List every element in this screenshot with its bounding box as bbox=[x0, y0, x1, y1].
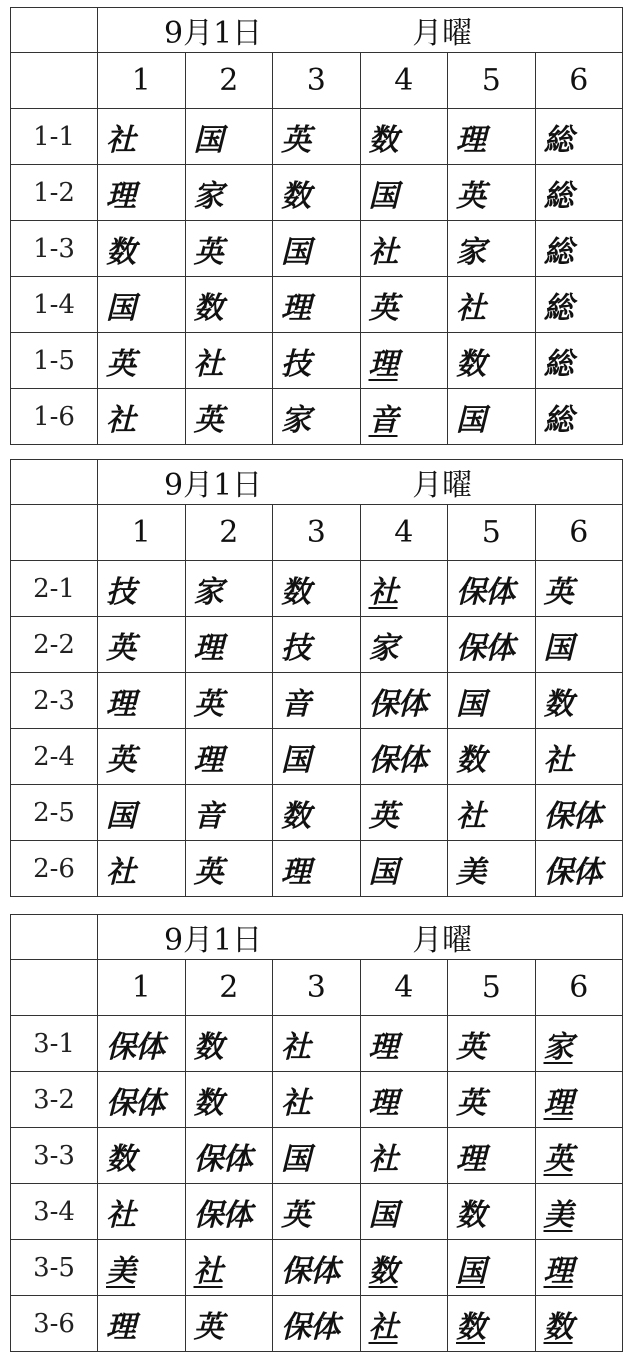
subject-label: 社 bbox=[368, 574, 398, 610]
table-row bbox=[11, 221, 623, 277]
subject-cell bbox=[273, 109, 361, 165]
class-label: 1-2 bbox=[11, 165, 98, 221]
subject-cell bbox=[448, 673, 536, 729]
subject-cell bbox=[535, 1296, 623, 1352]
class-label: 1-6 bbox=[11, 389, 98, 445]
subject-label: 社 bbox=[106, 854, 135, 890]
subject-cell bbox=[535, 1072, 623, 1128]
subject-cell bbox=[448, 165, 536, 221]
subject-cell bbox=[535, 617, 623, 673]
class-label: 1-1 bbox=[11, 109, 98, 165]
subject-cell bbox=[273, 729, 361, 785]
subject-cell bbox=[535, 1184, 623, 1240]
subject-label: 国 bbox=[281, 234, 310, 270]
subject-label: 技 bbox=[281, 346, 310, 382]
subject-cell bbox=[448, 277, 536, 333]
subject-label: 理 bbox=[281, 854, 310, 890]
subject-cell bbox=[448, 1240, 536, 1296]
subject-label: 国 bbox=[456, 1253, 485, 1289]
subject-label: 音 bbox=[193, 798, 223, 834]
subject-cell bbox=[98, 1072, 186, 1128]
subject-cell bbox=[273, 333, 361, 389]
subject-label: 理 bbox=[368, 1085, 398, 1121]
subject-cell bbox=[98, 109, 186, 165]
table-row bbox=[11, 165, 623, 221]
subject-cell bbox=[273, 1296, 361, 1352]
subject-cell bbox=[535, 333, 623, 389]
subject-label: 総 bbox=[543, 234, 573, 270]
table-row bbox=[11, 617, 623, 673]
subject-label: 理 bbox=[281, 290, 310, 326]
subject-label: 社 bbox=[193, 1253, 223, 1289]
subject-label: 国 bbox=[543, 630, 573, 666]
period-header: 1 bbox=[98, 53, 186, 109]
subject-cell bbox=[185, 389, 273, 445]
subject-cell bbox=[273, 1016, 361, 1072]
subject-cell bbox=[98, 1016, 186, 1072]
subject-cell bbox=[185, 729, 273, 785]
subject-cell bbox=[185, 1128, 273, 1184]
period-header: 3 bbox=[273, 960, 361, 1016]
subject-cell bbox=[360, 785, 448, 841]
corner-cell bbox=[11, 915, 98, 960]
subject-label: 保体 bbox=[543, 854, 602, 890]
subject-label: 理 bbox=[543, 1085, 573, 1121]
subject-cell bbox=[360, 1296, 448, 1352]
subject-label: 英 bbox=[543, 1141, 573, 1177]
subject-label: 英 bbox=[281, 122, 310, 158]
subject-label: 数 bbox=[543, 1309, 573, 1345]
subject-label: 社 bbox=[368, 1141, 398, 1177]
subject-label: 美 bbox=[456, 854, 485, 890]
subject-label: 英 bbox=[106, 346, 135, 382]
class-label: 2-1 bbox=[11, 561, 98, 617]
subject-cell bbox=[360, 1128, 448, 1184]
subject-cell bbox=[535, 109, 623, 165]
subject-label: 数 bbox=[193, 1085, 223, 1121]
subject-label: 国 bbox=[106, 798, 135, 834]
subject-label: 英 bbox=[106, 742, 135, 778]
table-row bbox=[11, 561, 623, 617]
subject-cell bbox=[185, 165, 273, 221]
subject-label: 社 bbox=[106, 1197, 135, 1233]
subject-cell bbox=[360, 841, 448, 897]
subject-label: 音 bbox=[368, 402, 398, 438]
subject-label: 数 bbox=[368, 1253, 398, 1289]
corner-cell bbox=[11, 460, 98, 505]
subject-label: 英 bbox=[193, 402, 223, 438]
subject-label: 総 bbox=[543, 178, 573, 214]
subject-cell bbox=[98, 221, 186, 277]
period-header: 4 bbox=[360, 53, 448, 109]
subject-cell bbox=[448, 1016, 536, 1072]
weekday-label: 月曜 bbox=[412, 16, 473, 51]
subject-label: 数 bbox=[543, 686, 573, 722]
subject-label: 家 bbox=[193, 574, 223, 610]
subject-cell bbox=[448, 785, 536, 841]
table-row bbox=[11, 1184, 623, 1240]
subject-cell bbox=[535, 277, 623, 333]
subject-label: 家 bbox=[193, 178, 223, 214]
subject-label: 国 bbox=[281, 1141, 310, 1177]
subject-cell bbox=[360, 673, 448, 729]
subject-label: 理 bbox=[106, 1309, 135, 1345]
subject-label: 理 bbox=[456, 1141, 485, 1177]
subject-cell bbox=[273, 277, 361, 333]
subject-cell bbox=[273, 561, 361, 617]
subject-cell bbox=[273, 1184, 361, 1240]
subject-cell bbox=[185, 785, 273, 841]
subject-cell bbox=[185, 221, 273, 277]
subject-cell bbox=[98, 1184, 186, 1240]
subject-label: 数 bbox=[193, 290, 223, 326]
subject-cell bbox=[360, 1184, 448, 1240]
subject-cell bbox=[98, 673, 186, 729]
subject-label: 理 bbox=[368, 1029, 398, 1065]
subject-cell bbox=[448, 841, 536, 897]
table-row bbox=[11, 1240, 623, 1296]
subject-cell bbox=[185, 1240, 273, 1296]
subject-label: 保体 bbox=[106, 1029, 164, 1065]
period-header: 2 bbox=[185, 505, 273, 561]
subject-cell bbox=[448, 617, 536, 673]
subject-cell bbox=[98, 389, 186, 445]
subject-cell bbox=[360, 277, 448, 333]
subject-cell bbox=[535, 729, 623, 785]
subject-label: 数 bbox=[193, 1029, 223, 1065]
subject-cell bbox=[185, 1016, 273, 1072]
subject-cell bbox=[98, 165, 186, 221]
subject-cell bbox=[98, 729, 186, 785]
subject-cell bbox=[185, 277, 273, 333]
subject-cell bbox=[360, 1072, 448, 1128]
table-row bbox=[11, 673, 623, 729]
subject-label: 美 bbox=[106, 1253, 135, 1289]
subject-cell bbox=[448, 389, 536, 445]
subject-cell bbox=[448, 333, 536, 389]
subject-label: 国 bbox=[193, 122, 223, 158]
subject-label: 英 bbox=[368, 290, 398, 326]
subject-cell bbox=[448, 561, 536, 617]
subject-label: 数 bbox=[456, 1197, 485, 1233]
subject-label: 家 bbox=[456, 234, 485, 270]
subject-label: 英 bbox=[281, 1197, 310, 1233]
class-label: 3-3 bbox=[11, 1128, 98, 1184]
subject-cell bbox=[273, 1072, 361, 1128]
subject-cell bbox=[535, 1240, 623, 1296]
weekday-label: 月曜 bbox=[412, 468, 473, 503]
subject-label: 英 bbox=[543, 574, 573, 610]
subject-label: 社 bbox=[543, 742, 573, 778]
subject-label: 総 bbox=[543, 290, 573, 326]
subject-label: 英 bbox=[193, 234, 223, 270]
subject-label: 英 bbox=[368, 798, 398, 834]
subject-cell bbox=[360, 109, 448, 165]
class-label: 3-6 bbox=[11, 1296, 98, 1352]
subject-label: 保体 bbox=[193, 1197, 252, 1233]
subject-cell bbox=[273, 673, 361, 729]
subject-cell bbox=[535, 389, 623, 445]
subject-label: 理 bbox=[193, 742, 223, 778]
period-header: 6 bbox=[535, 53, 623, 109]
subject-label: 英 bbox=[193, 1309, 223, 1345]
table-row bbox=[11, 1128, 623, 1184]
class-label: 1-4 bbox=[11, 277, 98, 333]
corner-cell bbox=[11, 8, 98, 53]
subject-cell bbox=[360, 729, 448, 785]
subject-cell bbox=[273, 165, 361, 221]
subject-label: 数 bbox=[456, 742, 485, 778]
subject-cell bbox=[185, 333, 273, 389]
subject-label: 総 bbox=[543, 122, 573, 158]
subject-cell bbox=[273, 389, 361, 445]
table-row bbox=[11, 1016, 623, 1072]
timetable-grade-1 bbox=[10, 7, 623, 445]
subject-label: 数 bbox=[368, 122, 398, 158]
timetable-grade-3 bbox=[10, 914, 623, 1352]
subject-cell bbox=[185, 1184, 273, 1240]
subject-label: 社 bbox=[368, 1309, 398, 1345]
subject-cell bbox=[535, 673, 623, 729]
date-header bbox=[98, 915, 623, 960]
subject-label: 数 bbox=[281, 574, 310, 610]
subject-label: 保体 bbox=[456, 630, 514, 666]
table-row bbox=[11, 1296, 623, 1352]
weekday-label: 月曜 bbox=[412, 923, 473, 958]
subject-label: 数 bbox=[456, 1309, 485, 1345]
subject-label: 数 bbox=[106, 1141, 135, 1177]
subject-label: 英 bbox=[456, 1085, 485, 1121]
subject-cell bbox=[185, 109, 273, 165]
table-row bbox=[11, 333, 623, 389]
subject-label: 家 bbox=[368, 630, 398, 666]
corner-cell bbox=[11, 960, 98, 1016]
subject-label: 国 bbox=[281, 742, 310, 778]
table-row bbox=[11, 109, 623, 165]
subject-cell bbox=[98, 1128, 186, 1184]
subject-label: 社 bbox=[193, 346, 223, 382]
period-header: 3 bbox=[273, 53, 361, 109]
subject-label: 保体 bbox=[368, 686, 427, 722]
subject-cell bbox=[360, 1240, 448, 1296]
subject-label: 保体 bbox=[456, 574, 514, 610]
subject-label: 理 bbox=[456, 122, 485, 158]
subject-cell bbox=[185, 617, 273, 673]
subject-cell bbox=[535, 841, 623, 897]
subject-cell bbox=[448, 109, 536, 165]
subject-label: 理 bbox=[106, 178, 135, 214]
subject-label: 英 bbox=[193, 686, 223, 722]
subject-cell bbox=[535, 785, 623, 841]
period-header: 1 bbox=[98, 960, 186, 1016]
subject-label: 数 bbox=[281, 178, 310, 214]
subject-cell bbox=[448, 1184, 536, 1240]
table-row bbox=[11, 277, 623, 333]
subject-cell bbox=[273, 1128, 361, 1184]
timetable-grade-2 bbox=[10, 459, 623, 897]
subject-cell bbox=[535, 1128, 623, 1184]
date-header bbox=[98, 460, 623, 505]
subject-label: 社 bbox=[368, 234, 398, 270]
date-label: 9月1日 bbox=[164, 468, 263, 503]
subject-cell bbox=[448, 729, 536, 785]
subject-label: 数 bbox=[106, 234, 135, 270]
subject-label: 社 bbox=[456, 290, 485, 326]
subject-label: 理 bbox=[193, 630, 223, 666]
subject-cell bbox=[273, 785, 361, 841]
subject-cell bbox=[273, 221, 361, 277]
period-header: 6 bbox=[535, 505, 623, 561]
class-label: 2-5 bbox=[11, 785, 98, 841]
subject-cell bbox=[360, 165, 448, 221]
subject-cell bbox=[273, 1240, 361, 1296]
class-label: 3-2 bbox=[11, 1072, 98, 1128]
subject-label: 保体 bbox=[281, 1253, 339, 1289]
subject-label: 英 bbox=[456, 178, 485, 214]
subject-label: 社 bbox=[106, 122, 135, 158]
period-header: 4 bbox=[360, 505, 448, 561]
subject-label: 英 bbox=[193, 854, 223, 890]
class-label: 3-1 bbox=[11, 1016, 98, 1072]
subject-cell bbox=[448, 221, 536, 277]
period-header: 1 bbox=[98, 505, 186, 561]
subject-cell bbox=[185, 561, 273, 617]
subject-cell bbox=[185, 1296, 273, 1352]
subject-label: 家 bbox=[543, 1029, 573, 1065]
subject-cell bbox=[360, 617, 448, 673]
subject-label: 社 bbox=[281, 1085, 310, 1121]
table-row bbox=[11, 389, 623, 445]
class-label: 3-5 bbox=[11, 1240, 98, 1296]
class-label: 2-3 bbox=[11, 673, 98, 729]
subject-cell bbox=[98, 841, 186, 897]
subject-label: 数 bbox=[281, 798, 310, 834]
period-header: 5 bbox=[448, 53, 536, 109]
date-label: 9月1日 bbox=[164, 923, 263, 958]
subject-label: 技 bbox=[106, 574, 135, 610]
period-header: 5 bbox=[448, 960, 536, 1016]
class-label: 3-4 bbox=[11, 1184, 98, 1240]
class-label: 1-3 bbox=[11, 221, 98, 277]
period-header: 5 bbox=[448, 505, 536, 561]
subject-cell bbox=[448, 1128, 536, 1184]
subject-cell bbox=[185, 841, 273, 897]
subject-label: 国 bbox=[368, 854, 398, 890]
period-header: 3 bbox=[273, 505, 361, 561]
subject-cell bbox=[273, 617, 361, 673]
table-row bbox=[11, 1072, 623, 1128]
subject-label: 保体 bbox=[193, 1141, 252, 1177]
subject-label: 国 bbox=[368, 178, 398, 214]
subject-cell bbox=[448, 1296, 536, 1352]
subject-label: 社 bbox=[281, 1029, 310, 1065]
subject-cell bbox=[98, 785, 186, 841]
subject-label: 国 bbox=[456, 402, 485, 438]
subject-label: 理 bbox=[368, 346, 398, 382]
subject-label: 国 bbox=[368, 1197, 398, 1233]
subject-label: 音 bbox=[281, 686, 310, 722]
subject-cell bbox=[535, 221, 623, 277]
class-label: 1-5 bbox=[11, 333, 98, 389]
subject-label: 保体 bbox=[543, 798, 602, 834]
subject-label: 国 bbox=[106, 290, 135, 326]
subject-label: 社 bbox=[106, 402, 135, 438]
subject-cell bbox=[360, 333, 448, 389]
subject-cell bbox=[535, 1016, 623, 1072]
subject-label: 総 bbox=[543, 346, 573, 382]
subject-cell bbox=[98, 617, 186, 673]
subject-cell bbox=[360, 221, 448, 277]
table-row bbox=[11, 841, 623, 897]
subject-cell bbox=[185, 673, 273, 729]
subject-label: 社 bbox=[456, 798, 485, 834]
table-row bbox=[11, 785, 623, 841]
subject-cell bbox=[98, 333, 186, 389]
subject-cell bbox=[185, 1072, 273, 1128]
subject-cell bbox=[360, 561, 448, 617]
subject-label: 国 bbox=[456, 686, 485, 722]
subject-label: 理 bbox=[543, 1253, 573, 1289]
subject-cell bbox=[98, 277, 186, 333]
subject-cell bbox=[98, 1296, 186, 1352]
subject-cell bbox=[273, 841, 361, 897]
class-label: 2-4 bbox=[11, 729, 98, 785]
subject-cell bbox=[448, 1072, 536, 1128]
subject-cell bbox=[535, 561, 623, 617]
subject-label: 保体 bbox=[368, 742, 427, 778]
subject-label: 保体 bbox=[281, 1309, 339, 1345]
corner-cell bbox=[11, 53, 98, 109]
subject-label: 総 bbox=[543, 402, 573, 438]
subject-cell bbox=[98, 561, 186, 617]
subject-label: 数 bbox=[456, 346, 485, 382]
subject-label: 英 bbox=[456, 1029, 485, 1065]
subject-label: 技 bbox=[281, 630, 310, 666]
subject-cell bbox=[360, 1016, 448, 1072]
period-header: 2 bbox=[185, 960, 273, 1016]
subject-cell bbox=[535, 165, 623, 221]
subject-label: 美 bbox=[543, 1197, 573, 1233]
table-row bbox=[11, 729, 623, 785]
subject-label: 保体 bbox=[106, 1085, 164, 1121]
subject-label: 家 bbox=[281, 402, 310, 438]
corner-cell bbox=[11, 505, 98, 561]
date-header bbox=[98, 8, 623, 53]
period-header: 6 bbox=[535, 960, 623, 1016]
period-header: 4 bbox=[360, 960, 448, 1016]
class-label: 2-2 bbox=[11, 617, 98, 673]
subject-label: 英 bbox=[106, 630, 135, 666]
subject-cell bbox=[360, 389, 448, 445]
class-label: 2-6 bbox=[11, 841, 98, 897]
date-label: 9月1日 bbox=[164, 16, 263, 51]
period-header: 2 bbox=[185, 53, 273, 109]
subject-label: 理 bbox=[106, 686, 135, 722]
subject-cell bbox=[98, 1240, 186, 1296]
